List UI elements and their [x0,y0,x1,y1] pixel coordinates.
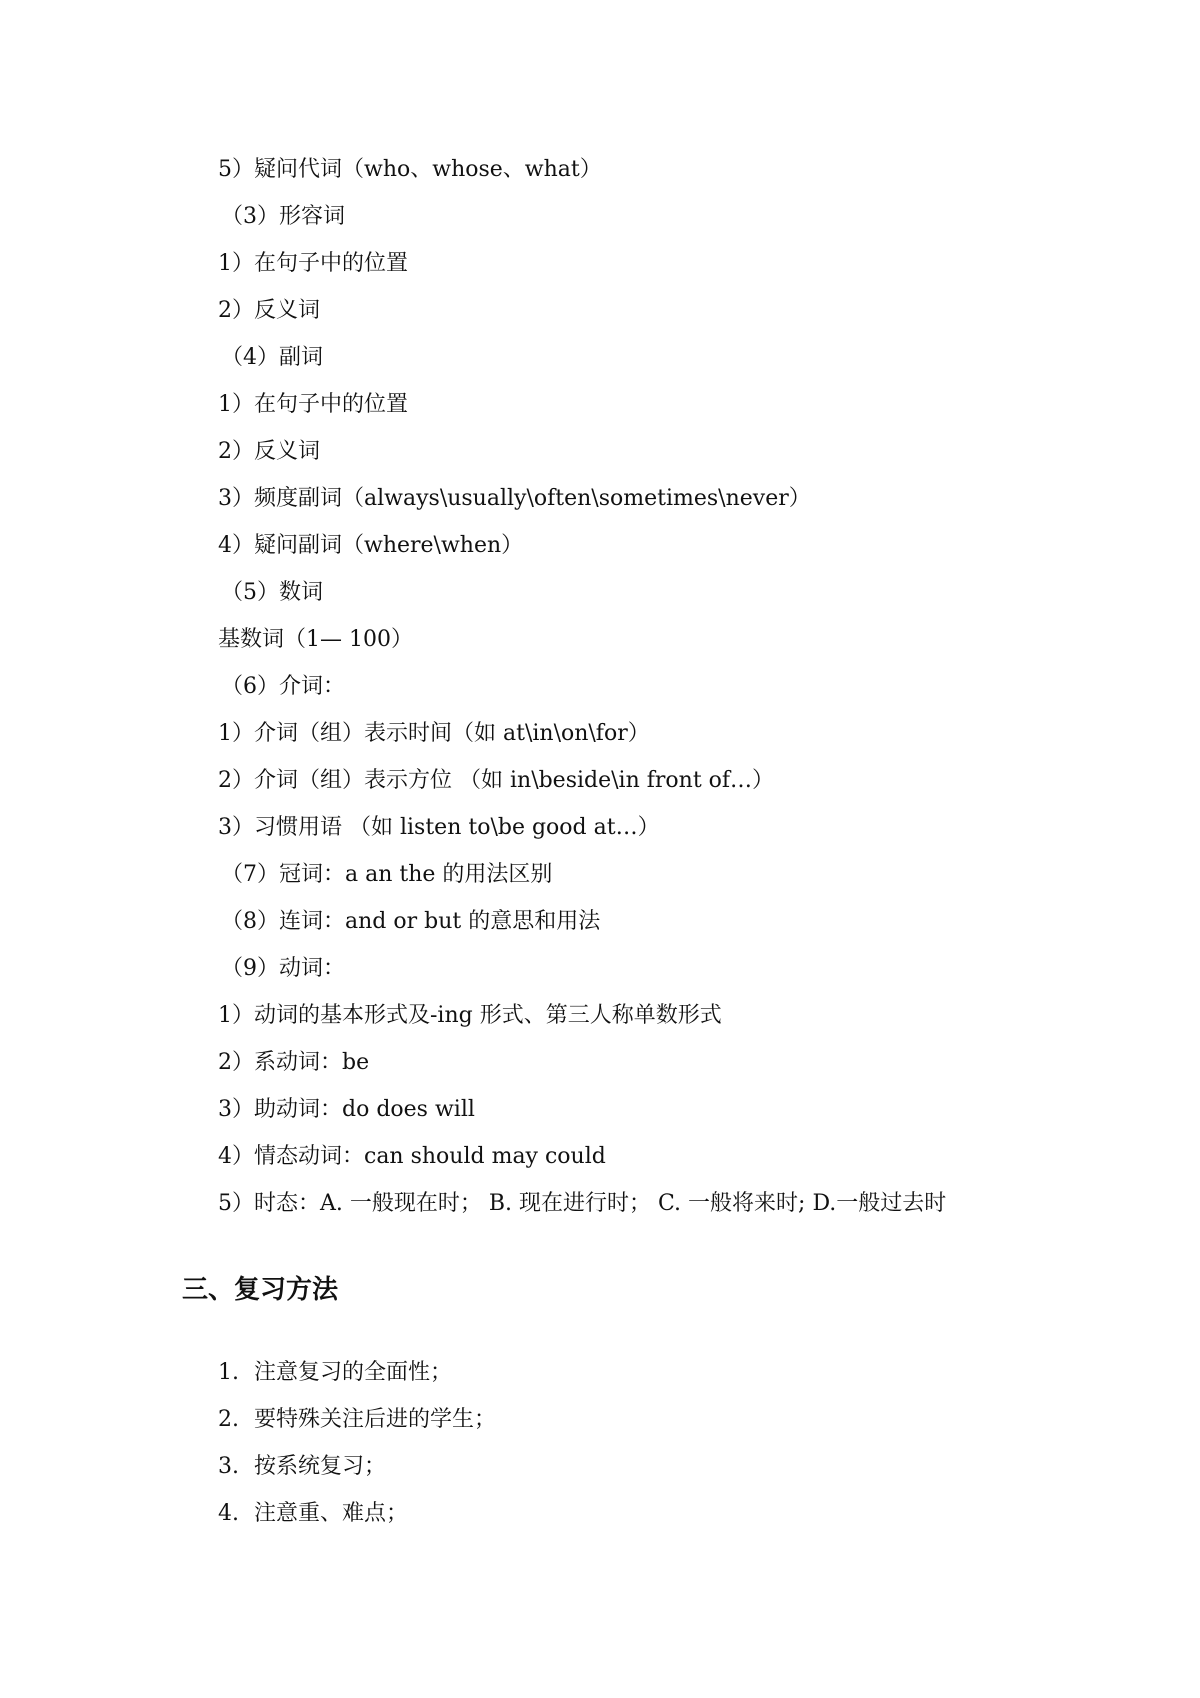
list-text: 按系统复习； [254,1454,387,1479]
list-item [218,1358,452,1388]
list-item [218,1499,408,1529]
list-item [218,1405,496,1435]
list-text: 要特殊关注后进的学生； [254,1407,497,1432]
text-line: 2）系动词：be [218,1050,370,1075]
text-line: （3）形容词 [221,204,345,229]
text-line: 2）反义词 [218,298,320,323]
text-line: （9）动词： [221,956,345,981]
text-line: 1）介词（组）表示时间（如 at\in\on\for） [218,721,650,746]
text-line: 1）动词的基本形式及-ing 形式、第三人称单数形式 [218,1003,722,1028]
text-line: 1）在句子中的位置 [218,251,408,276]
list-number: 3. [218,1454,239,1479]
text-line: 基数词（1— 100） [218,627,413,652]
text-line: 4）疑问副词（where\when） [218,533,524,558]
list-text: 注意复习的全面性； [254,1360,453,1385]
text-line: 3）习惯用语 （如 listen to\be good at…） [218,815,660,840]
list-item [218,1452,386,1482]
text-line: （4）副词 [221,345,323,370]
text-line: 4）情态动词：can should may could [218,1144,606,1169]
text-line: 2）介词（组）表示方位 （如 in\beside\in front of…） [218,768,775,793]
section-heading: 三、复习方法 [182,1275,339,1305]
text-line: （7）冠词：a an the 的用法区别 [221,862,553,887]
text-line: （6）介词： [221,674,345,699]
text-line: 5）时态：A. 一般现在时； B. 现在进行时； C. 一般将来时; D.一般过去时 [218,1191,947,1216]
list-number: 2. [218,1407,239,1432]
text-line: 2）反义词 [218,439,320,464]
text-line: 3）频度副词（always\usually\often\sometimes\never） [218,486,811,511]
text-line: 5）疑问代词（who、whose、what） [218,157,602,182]
text-line: 3）助动词：do does will [218,1097,475,1122]
text-line: （5）数词 [221,580,323,605]
text-line: （8）连词：and or but 的意思和用法 [221,909,601,934]
text-line: 1）在句子中的位置 [218,392,408,417]
list-number: 4. [218,1501,239,1526]
list-number: 1. [218,1360,239,1385]
list-text: 注意重、难点； [254,1501,409,1526]
